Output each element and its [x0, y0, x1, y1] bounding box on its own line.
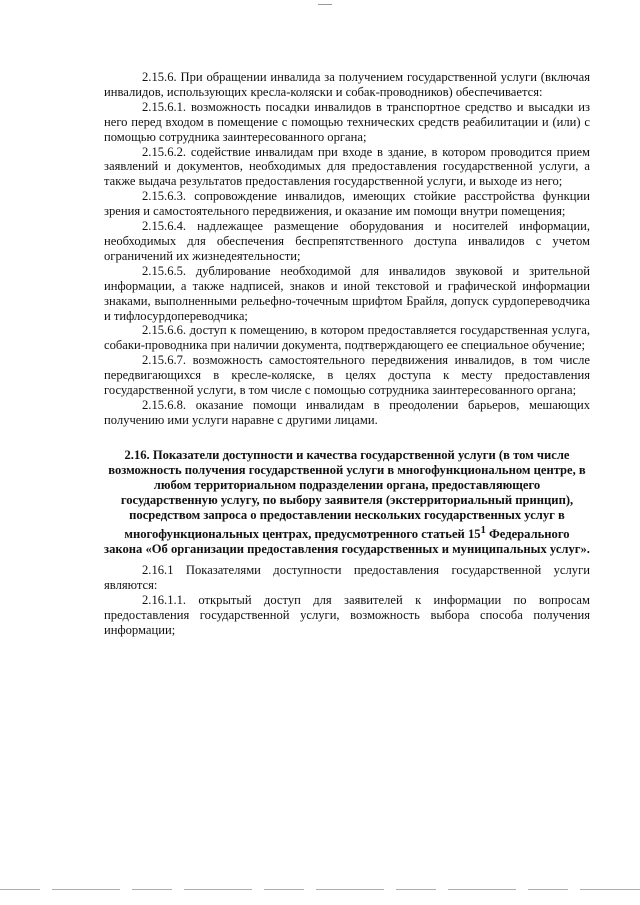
- paragraph-2-15-6-2: 2.15.6.2. содействие инвалидам при входе в здание, в котором проводится прием заявлений и документов, необходимых для предоставления государственной услуги, а также выдача результатов предоставления государственной услуги, и выходе из него;: [104, 144, 590, 189]
- section-heading-main: 2.16. Показатели доступности и качества государственной услуги (в том числе возможность получения государственной услуги в многофункциональном центре, в любом территориальном подразделении органа, предоставляющего государственную услугу, по выбору заявителя (экстерриториальный принцип), посредством запроса о предоставлении нескольких государственных услуг в многофункциональных центрах, предусмотренного статьей 15: [108, 447, 586, 541]
- paragraph-2-15-6-4: 2.15.6.4. надлежащее размещение оборудования и носителей информации, необходимых для обеспечения беспрепятственного доступа инвалидов с учетом ограничений их жизнедеятельности;: [104, 219, 590, 263]
- paragraph-2-16-1-1: 2.16.1.1. открытый доступ для заявителей к информации по вопросам предоставления государственной услуги, возможность выбора способа получения информации;: [104, 592, 590, 637]
- section-heading-superscript: 1: [480, 524, 486, 536]
- section-heading-tail: Федерального закона «Об организации предоставления государственных и муниципальных услуг».: [104, 526, 590, 556]
- document-page: [104, 70, 590, 637]
- section-heading-2-16: [104, 448, 590, 557]
- paragraph-2-15-6-7: 2.15.6.7. возможность самостоятельного передвижения инвалидов, в том числе передвигающихся в кресле-коляске, в целях доступа к месту предоставления государственной услуги, в том числе с помощью сотрудника заинтересованного органа;: [104, 353, 590, 398]
- paragraph-2-16-1: 2.16.1 Показателями доступности предоставления государственной услуги являются:: [104, 562, 590, 592]
- paragraph-2-15-6-6: 2.15.6.6. доступ к помещению, в котором предоставляется государственная услуга, собаки-проводника при наличии документа, подтверждающего ее специальное обучение;: [104, 323, 590, 353]
- paragraph-2-15-6: 2.15.6. При обращении инвалида за получением государственной услуги (включая инвалидов, использующих кресла-коляски и собак-проводников) обеспечивается:: [104, 70, 590, 99]
- scan-mark: [318, 4, 332, 5]
- paragraph-2-15-6-8: 2.15.6.8. оказание помощи инвалидам в преодолении барьеров, мешающих получению ими услуги наравне с другими лицами.: [104, 397, 590, 427]
- paragraph-2-15-6-1: 2.15.6.1. возможность посадки инвалидов в транспортное средство и высадки из него перед входом в помещение с помощью технических средств реабилитации и (или) с помощью сотрудника заинтересованного органа;: [104, 99, 590, 144]
- paragraph-2-15-6-5: 2.15.6.5. дублирование необходимой для инвалидов звуковой и зрительной информации, а также надписей, знаков и иной текстовой и графической информации знаками, выполненными рельефно-точечным шрифтом Брайля, допуск сурдопереводчика и тифлосурдопереводчика;: [104, 263, 590, 323]
- scan-edge-line: [0, 889, 640, 890]
- paragraph-2-15-6-3: 2.15.6.3. сопровождение инвалидов, имеющих стойкие расстройства функции зрения и самостоятельного передвижения, и оказание им помощи внутри помещения;: [104, 189, 590, 219]
